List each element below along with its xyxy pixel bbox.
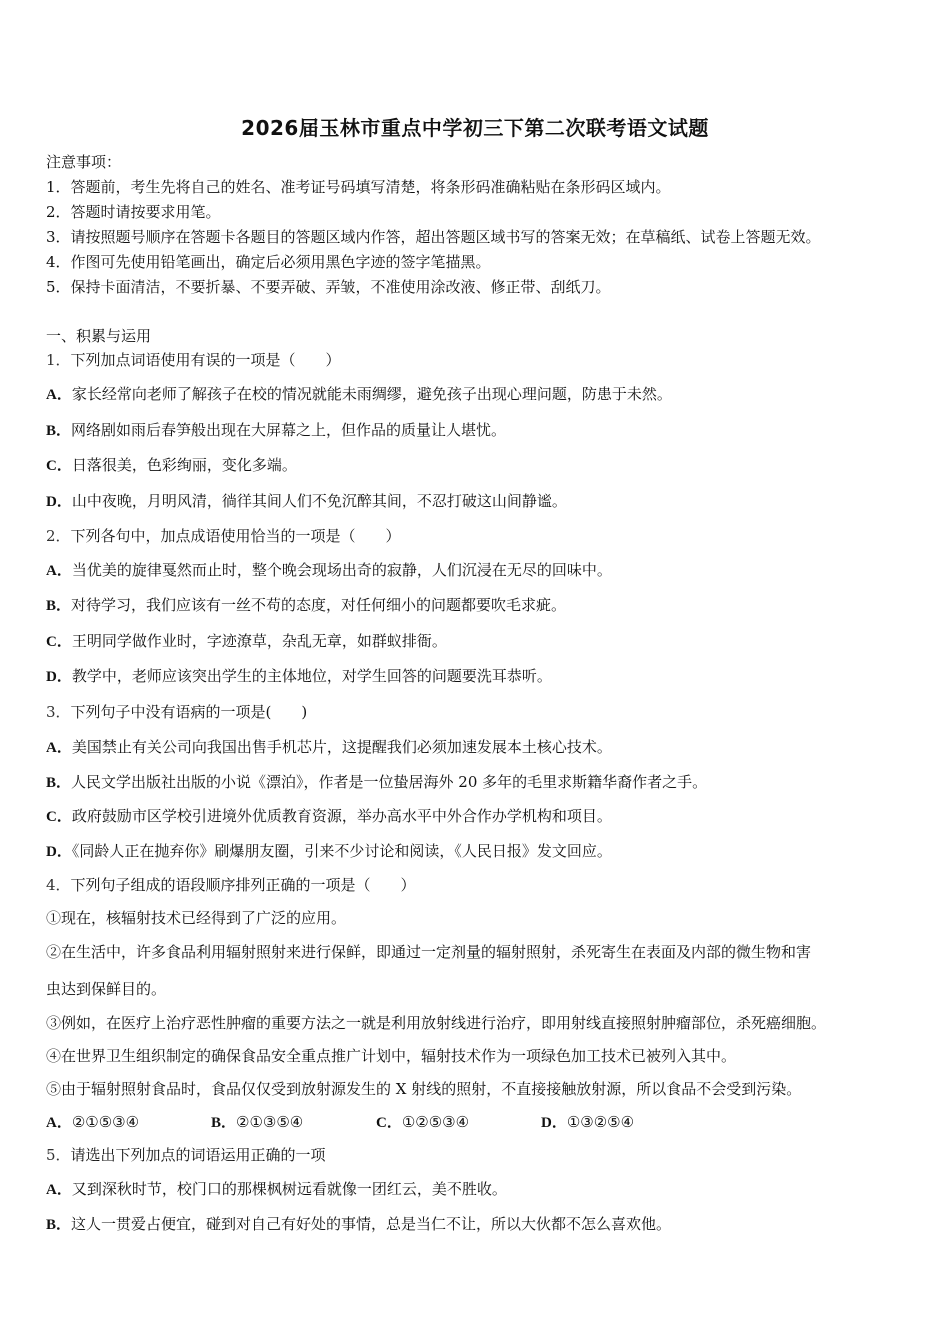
q5-option-a bbox=[46, 1179, 920, 1200]
q3-option-b bbox=[46, 772, 920, 793]
option-label: D． bbox=[541, 1115, 567, 1131]
option-text: 这人一贯爱占便宜，碰到对自己有好处的事情，总是当仁不让，所以大伙都不怎么喜欢他。 bbox=[71, 1215, 672, 1233]
q2-option-a bbox=[46, 560, 920, 581]
option-text: 对待学习，我们应该有一丝不苟的态度，对任何细小的问题都要吹毛求疵。 bbox=[71, 596, 567, 614]
q4-options bbox=[46, 1112, 920, 1133]
q3-option-c bbox=[46, 806, 920, 827]
q2-option-c bbox=[46, 631, 920, 652]
option-text: ①③②⑤④ bbox=[566, 1113, 635, 1131]
option-label: D． bbox=[46, 494, 72, 510]
option-label: B． bbox=[46, 598, 72, 614]
section-heading: 一、积累与运用 bbox=[46, 327, 152, 345]
option-text: 《同龄人正在抛弃你》刷爆朋友圈，引来不少讨论和阅读，《人民日报》发文回应。 bbox=[71, 842, 612, 860]
q4-sentence: ④在世界卫生组织制定的确保食品安全重点推广计划中，辐射技术作为一项绿色加工技术已被列入其中。 bbox=[46, 1047, 737, 1065]
question-text: 请选出下列加点的词语运用正确的一项 bbox=[70, 1146, 326, 1164]
notice-item: 4．作图可先使用铅笔画出，确定后必须用黑色字迹的签字笔描黑。 bbox=[46, 253, 491, 271]
question-3-stem bbox=[46, 702, 920, 722]
q3-option-a bbox=[46, 737, 920, 758]
page-title: 2026届玉林市重点中学初三下第二次联考语文试题 bbox=[241, 116, 709, 140]
q1-option-b bbox=[46, 420, 920, 441]
notice-item: 2．答题时请按要求用笔。 bbox=[46, 203, 221, 221]
q2-option-d bbox=[46, 666, 920, 687]
option-text: 政府鼓励市区学校引进境外优质教育资源，举办高水平中外合作办学机构和项目。 bbox=[71, 807, 612, 825]
q4-option-a bbox=[46, 1112, 211, 1133]
q3-option-d bbox=[46, 841, 920, 862]
option-text: ②①⑤③④ bbox=[71, 1113, 140, 1131]
q4-option-b bbox=[211, 1112, 376, 1133]
q5-option-b bbox=[46, 1214, 920, 1235]
q4-sentence: ②在生活中，许多食品利用辐射照射来进行保鲜，即通过一定剂量的辐射照射，杀死寄生在表面及内部的微生物和害 bbox=[46, 943, 812, 961]
option-text: 王明同学做作业时，字迹潦草，杂乱无章，如群蚁排衙。 bbox=[71, 632, 447, 650]
option-label: A． bbox=[46, 1182, 72, 1198]
question-2-stem bbox=[46, 526, 920, 546]
option-text: ①②⑤③④ bbox=[401, 1113, 470, 1131]
question-1-stem bbox=[46, 350, 920, 370]
notice-heading: 注意事项： bbox=[46, 153, 122, 171]
option-text: 又到深秋时节，校门口的那棵枫树远看就像一团红云，美不胜收。 bbox=[71, 1180, 507, 1198]
option-label: D． bbox=[46, 669, 72, 685]
question-number: 2． bbox=[46, 527, 71, 545]
notice-item: 5．保持卡面清洁，不要折暴、不要弄破、弄皱，不准使用涂改液、修正带、刮纸刀。 bbox=[46, 278, 611, 296]
option-text: 教学中，老师应该突出学生的主体地位，对学生回答的问题要洗耳恭听。 bbox=[71, 667, 552, 685]
option-label: B． bbox=[46, 1217, 72, 1233]
option-label: B． bbox=[46, 775, 72, 791]
option-text: 网络剧如雨后春笋般出现在大屏幕之上，但作品的质量让人堪忧。 bbox=[71, 421, 507, 439]
option-label: C． bbox=[46, 458, 72, 474]
option-label: D． bbox=[46, 844, 72, 860]
question-number: 1． bbox=[46, 351, 71, 369]
option-text: 山中夜晚，月明风清，徜徉其间人们不免沉醉其间，不忍打破这山间静谧。 bbox=[71, 492, 567, 510]
option-label: C． bbox=[46, 634, 72, 650]
q4-sentence: ③例如，在医疗上治疗恶性肿瘤的重要方法之一就是利用放射线进行治疗，即用射线直接照射肿瘤部位，杀死癌细胞。 bbox=[46, 1014, 827, 1032]
option-text: 日落很美，色彩绚丽，变化多端。 bbox=[71, 456, 297, 474]
option-label: A． bbox=[46, 563, 72, 579]
notice-item: 1．答题前，考生先将自己的姓名、准考证号码填写清楚，将条形码准确粘贴在条形码区域内。 bbox=[46, 178, 671, 196]
q4-sentence: ⑤由于辐射照射食品时，食品仅仅受到放射源发生的 X 射线的照射，不直接接触放射源，所以食品不会受到污染。 bbox=[46, 1080, 802, 1098]
option-label: C． bbox=[46, 809, 72, 825]
option-label: A． bbox=[46, 1115, 72, 1131]
question-4-stem bbox=[46, 875, 920, 895]
question-text: 下列句子中没有语病的一项是( ) bbox=[70, 703, 308, 721]
option-label: B． bbox=[46, 423, 72, 439]
q4-sentence: ①现在，核辐射技术已经得到了广泛的应用。 bbox=[46, 909, 347, 927]
option-text: ②①③⑤④ bbox=[236, 1113, 304, 1131]
option-label: C． bbox=[376, 1115, 402, 1131]
option-label: A． bbox=[46, 740, 72, 756]
option-text: 人民文学出版社出版的小说《漂泊》，作者是一位蛰居海外 20 多年的毛里求斯籍华裔作者之手。 bbox=[71, 773, 708, 791]
question-text: 下列句子组成的语段顺序排列正确的一项是（ ） bbox=[70, 876, 416, 894]
q1-option-c bbox=[46, 455, 920, 476]
question-text: 下列各句中，加点成语使用恰当的一项是（ ） bbox=[70, 527, 401, 545]
q1-option-d bbox=[46, 491, 920, 512]
option-label: B． bbox=[211, 1115, 237, 1131]
q2-option-b bbox=[46, 595, 920, 616]
option-label: A． bbox=[46, 387, 72, 403]
q4-option-d bbox=[541, 1112, 634, 1133]
question-number: 5． bbox=[46, 1146, 71, 1164]
question-number: 4． bbox=[46, 876, 71, 894]
option-text: 家长经常向老师了解孩子在校的情况就能未雨绸缪，避免孩子出现心理问题，防患于未然。 bbox=[71, 385, 672, 403]
option-text: 美国禁止有关公司向我国出售手机芯片，这提醒我们必须加速发展本土核心技术。 bbox=[71, 738, 612, 756]
option-text: 当优美的旋律戛然而止时，整个晚会现场出奇的寂静，人们沉浸在无尽的回味中。 bbox=[71, 561, 612, 579]
q4-option-c bbox=[376, 1112, 541, 1133]
q4-sentence: 虫达到保鲜目的。 bbox=[46, 980, 167, 998]
question-text: 下列加点词语使用有误的一项是（ ） bbox=[70, 351, 341, 369]
question-5-stem bbox=[46, 1145, 920, 1165]
question-number: 3． bbox=[46, 703, 71, 721]
q1-option-a bbox=[46, 384, 920, 405]
notice-item: 3．请按照题号顺序在答题卡各题目的答题区域内作答，超出答题区域书写的答案无效；在草稿纸、试卷上答题无效。 bbox=[46, 228, 821, 246]
